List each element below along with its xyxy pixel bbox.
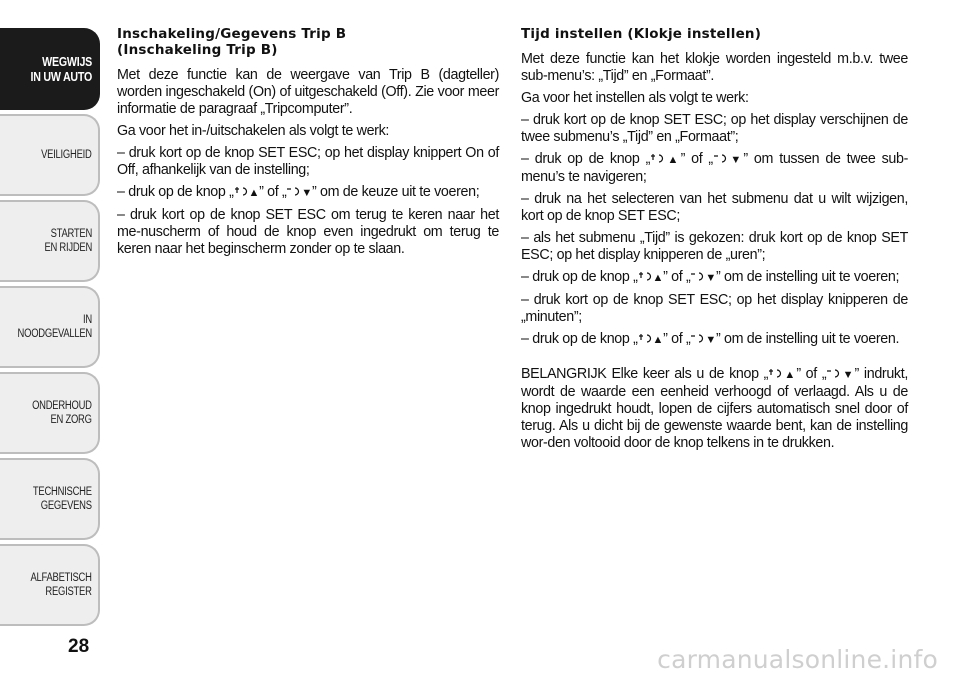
up-arrow-icon: ▲ — [248, 187, 260, 199]
tab-onderhoud-en-zorg[interactable] — [0, 372, 100, 454]
up-arrow-icon: ▲ — [652, 272, 664, 284]
down-arrow-icon: ▼ — [705, 334, 716, 346]
heading-line: (Inschakeling Trip B) — [117, 42, 278, 58]
light-down-icon — [826, 367, 841, 379]
paragraph-important — [521, 366, 908, 452]
tab-label: TECHNISCHE GEGEVENS — [33, 486, 92, 512]
paragraph: – druk na het selecteren van het submenu dat u wilt wijzigen, kort op de knop SET ESC; — [521, 191, 908, 224]
paragraph: – druk kort op de knop SET ESC; op het display knippert On of Off, afhankelijk van de instelling; — [117, 145, 499, 178]
paragraph: – druk kort op de knop SET ESC; op het display verschijnen de twee submenu’s „Tijd” en „Formaat”; — [521, 112, 908, 145]
paragraph — [521, 331, 908, 349]
up-arrow-icon: ▲ — [783, 369, 797, 381]
text-fragment: – druk op de knop „ — [521, 151, 651, 167]
light-down-icon — [690, 332, 705, 344]
light-down-icon — [286, 185, 301, 197]
watermark: carmanualsonline.info — [657, 645, 938, 674]
light-up-icon — [638, 332, 653, 344]
text-fragment: ” of „ — [259, 184, 287, 200]
paragraph — [117, 184, 499, 202]
down-arrow-icon: ▼ — [841, 369, 855, 381]
heading-line: Inschakeling/Gegevens Trip B — [117, 26, 347, 42]
light-up-icon — [768, 367, 783, 379]
text-fragment: – druk op de knop „ — [521, 331, 638, 347]
tab-label: STARTEN EN RIJDEN — [44, 228, 92, 254]
paragraph: – als het submenu „Tijd” is gekozen: druk kort op de knop SET ESC; op het display knipperen de „uren”; — [521, 230, 908, 263]
text-fragment: – druk op de knop „ — [521, 269, 638, 285]
tab-label: ONDERHOUD EN ZORG — [32, 400, 92, 426]
page-number: 28 — [68, 636, 90, 657]
tab-starten-en-rijden[interactable] — [0, 200, 100, 282]
tab-wegwijs[interactable] — [0, 28, 100, 110]
tab-label: IN NOODGEVALLEN — [17, 314, 92, 340]
light-up-icon — [234, 185, 249, 197]
right-column — [521, 26, 908, 457]
text-fragment: ” of „ — [663, 331, 691, 347]
paragraph: Met deze functie kan de weergave van Trip B (dagteller) worden ingeschakeld (On) of uitgeschakeld (Off). Zie voor meer informatie de paragraaf „Tripcomputer”. — [117, 67, 499, 117]
paragraph — [521, 269, 908, 287]
tab-veiligheid[interactable] — [0, 114, 100, 196]
text-fragment: ” om de keuze uit te voeren; — [311, 184, 480, 200]
light-down-icon — [713, 152, 728, 164]
text-fragment: ” om tussen de twee sub-menu’s te navigeren; — [521, 151, 908, 185]
tab-label: VEILIGHEID — [41, 149, 92, 161]
text-fragment: ” of „ — [796, 366, 827, 382]
paragraph: Met deze functie kan het klokje worden ingesteld m.b.v. twee sub-menu’s: „Tijd” en „Formaat”. — [521, 51, 908, 84]
paragraph: – druk kort op de knop SET ESC om terug te keren naar het me-nuscherm of houd de knop even ingedrukt om terug te keren naar het beginscherm zonder op te slaan. — [117, 207, 499, 257]
text-fragment: BELANGRIJK Elke keer als u de knop „ — [521, 366, 769, 382]
text-fragment: ” om de instelling uit te voeren; — [715, 269, 900, 285]
light-up-icon — [638, 270, 653, 282]
paragraph: Ga voor het in-/uitschakelen als volgt te werk: — [117, 123, 390, 139]
tab-label: ALFABETISCH REGISTER — [30, 572, 92, 598]
text-fragment: ” om de instelling uit te voeren. — [715, 331, 900, 347]
paragraph: – druk kort op de knop SET ESC; op het display knipperen de „minuten”; — [521, 292, 908, 325]
left-column — [117, 26, 499, 263]
up-arrow-icon: ▲ — [652, 334, 664, 346]
text-fragment: – druk op de knop „ — [117, 184, 234, 200]
section-heading-tijd: Tijd instellen (Klokje instellen) — [521, 26, 762, 42]
paragraph: Ga voor het instellen als volgt te werk: — [521, 90, 749, 106]
text-fragment: ” of „ — [680, 151, 713, 167]
up-arrow-icon: ▲ — [665, 154, 681, 166]
light-down-icon — [690, 270, 705, 282]
text-fragment: ” of „ — [663, 269, 691, 285]
tab-label: WEGWIJS IN UW AUTO — [30, 54, 92, 84]
down-arrow-icon: ▼ — [705, 272, 716, 284]
paragraph — [521, 151, 908, 186]
down-arrow-icon: ▼ — [301, 187, 312, 199]
tab-technische-gegevens[interactable] — [0, 458, 100, 540]
section-heading-trip-b — [117, 26, 499, 58]
down-arrow-icon: ▼ — [727, 154, 744, 166]
tab-alfabetisch-register[interactable] — [0, 544, 100, 626]
text-fragment: ” indrukt, wordt de waarde een eenheid verhoogd of verlaagd. Als u de knop ingedrukt houdt, lopen de cijfers automatisch snel door of terug. Als u dicht bij de gewenste waarde bent, kan de instelling wor-den voltooid door de knop telkens in te drukken. — [521, 366, 908, 451]
light-up-icon — [650, 152, 665, 164]
tab-in-noodgevallen[interactable] — [0, 286, 100, 368]
